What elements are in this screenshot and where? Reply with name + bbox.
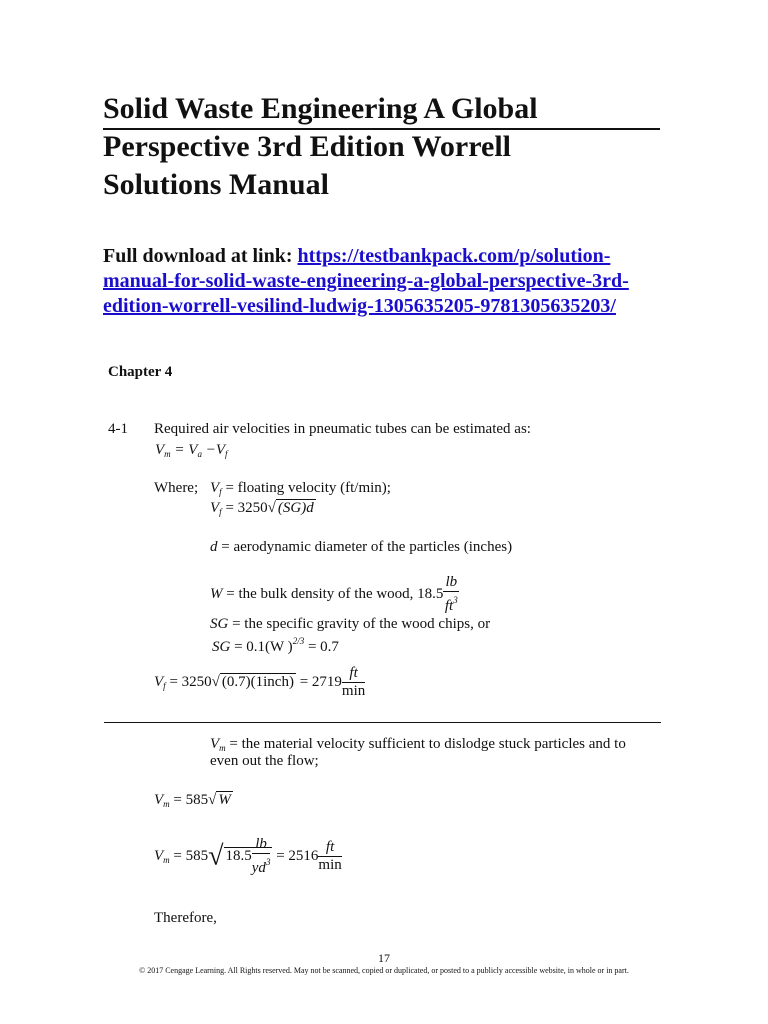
where-label: Where; [154, 480, 199, 496]
sg-equation: SG = 0.1(W )$^{2/3}$ = 0.7 [212, 636, 339, 655]
page-number: 17 [378, 951, 390, 965]
vm-equation: $V_m = 585√$ W [154, 792, 231, 809]
vf-unit-fraction: $\frac{ft}{\min}$ [341, 665, 366, 699]
sg-definition: SG = the specific gravity of the wood chips, or [210, 616, 491, 632]
download-link-line-1: https://testbankpack.com/p/solution- [297, 245, 611, 267]
d-definition: d = aerodynamic diameter of the particles (inches) [210, 539, 513, 555]
vm-calculation: $V_m = 585√$ 18.5 $\frac{lb}{yd^3}$ = 2516 $\frac{ft}{\min}$ [154, 836, 342, 876]
w-definition: W = the bulk density of the wood, 18.5 $\frac{lb}{ft^3}$ [210, 574, 458, 614]
vf-equation: $V_f = 3250√$ (SG)d [210, 500, 314, 517]
vm-definition: $V_m$ = the material velocity sufficient to dislodge stuck particles and to even out the flow; [210, 736, 626, 769]
chapter-heading: Chapter 4 [108, 364, 173, 380]
vm-inner-fraction: $\frac{lb}{yd^3}$ [251, 836, 271, 876]
problem-intro: Required air velocities in pneumatic tubes can be estimated as: [154, 421, 531, 437]
copyright-notice: © 2017 Cengage Learning. All Rights reserved. May not be scanned, copied or duplicated, or posted to a publicly accessible website, in whole or in part. [139, 966, 629, 975]
download-link-line-2: manual-for-solid-waste-engineering-a-global-perspective-3rd- [103, 270, 629, 292]
vf-calculation: $V_f = 3250√$ (0.7)(1inch) = 2719 $\frac{ft}{\min}$ [154, 665, 366, 699]
problem-number: 4-1 [108, 421, 128, 437]
therefore-text: Therefore, [154, 910, 217, 926]
w-unit-fraction: $\frac{lb}{ft^3}$ [444, 574, 458, 614]
vm-unit-fraction: $\frac{ft}{\min}$ [318, 839, 342, 873]
download-label: Full download at link: [103, 245, 293, 267]
equation-vm-va-vf: $V_m = V_a -V_f$ [155, 442, 228, 459]
section-divider [104, 722, 661, 723]
vf-definition: $V_f$ = floating velocity (ft/min); [210, 480, 391, 497]
title-line-2: Perspective 3rd Edition Worrell [103, 130, 512, 163]
title-line-3: Solutions Manual [103, 168, 329, 201]
download-link-line-3: edition-worrell-vesilind-ludwig-1305635205-9781305635203/ [103, 295, 616, 317]
title-underline [103, 128, 660, 130]
document-title [103, 90, 673, 204]
title-line-1: Solid Waste Engineering A Global [103, 92, 538, 125]
download-block [103, 244, 673, 319]
